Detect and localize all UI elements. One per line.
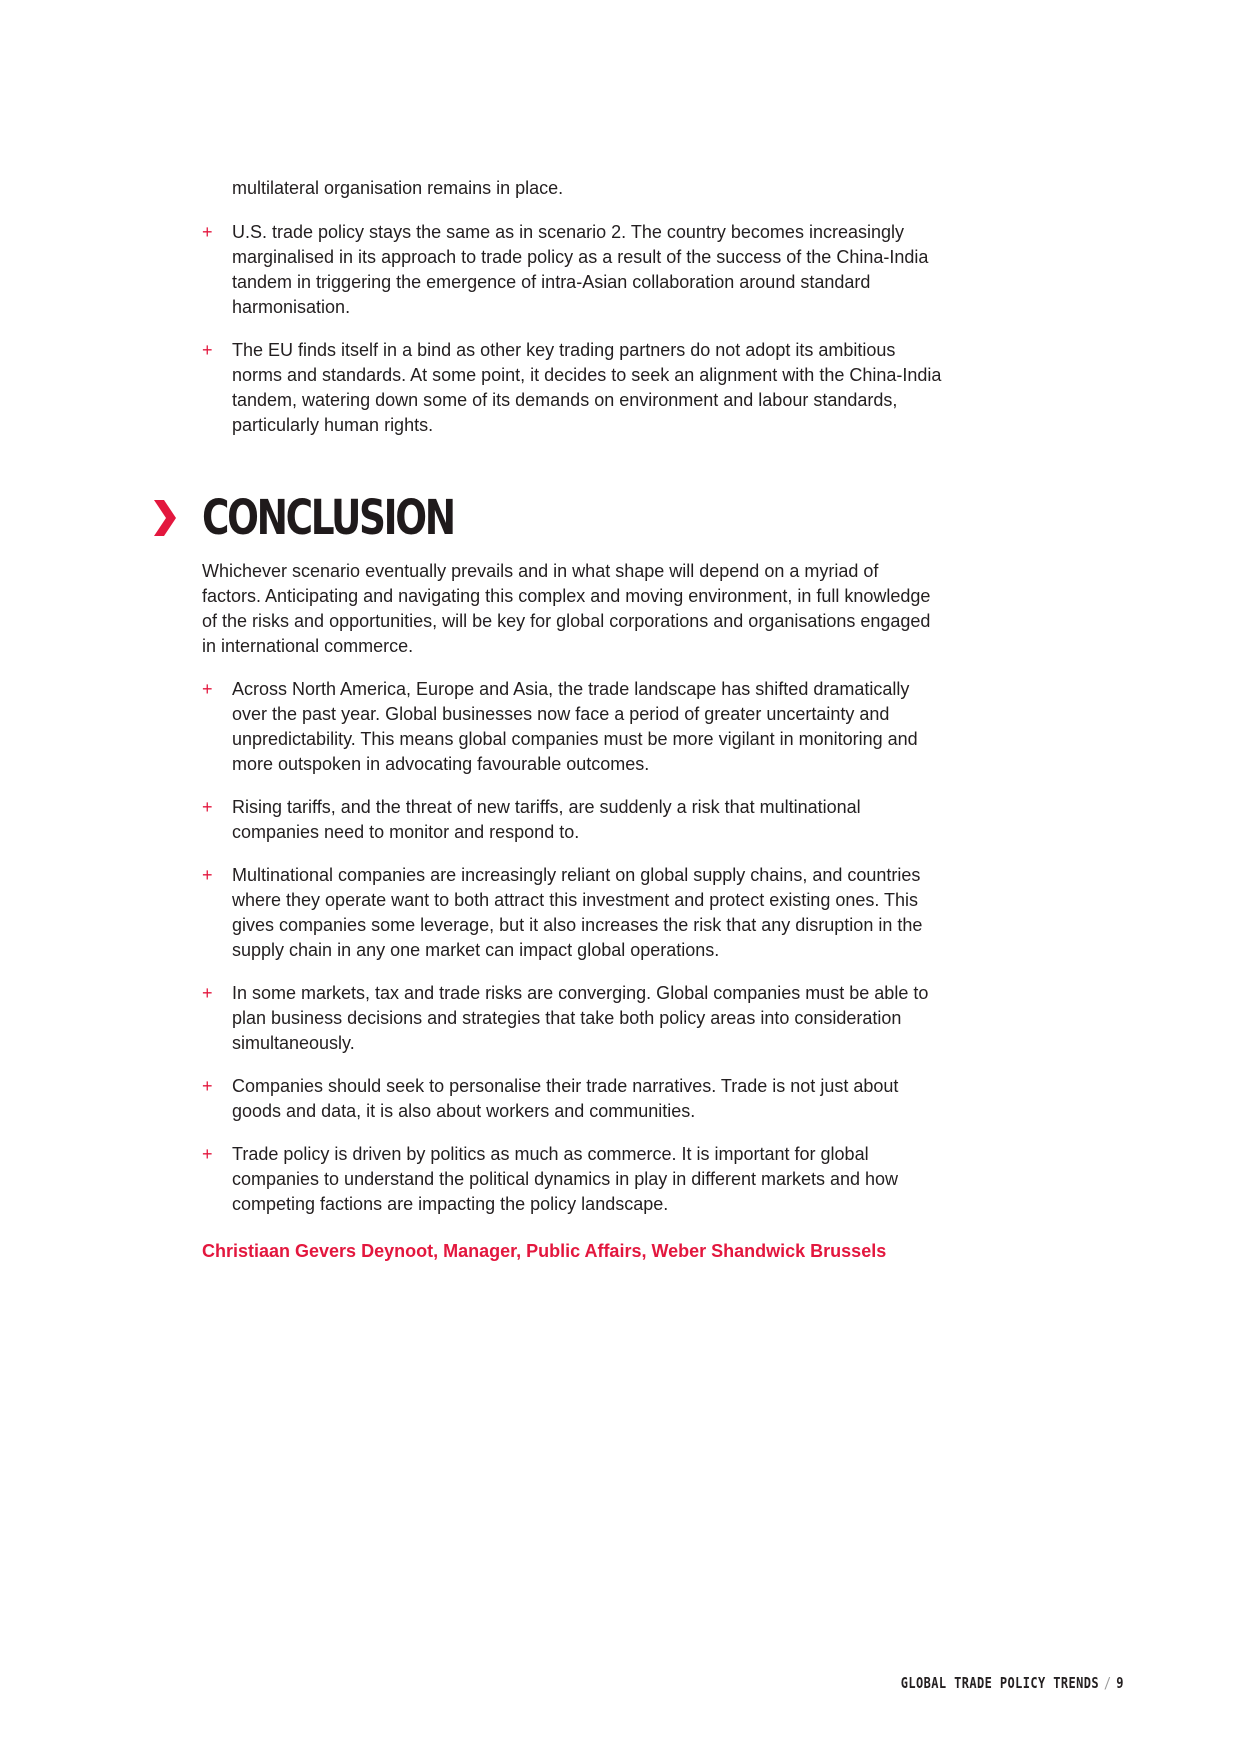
scenario-bullet-list bbox=[202, 220, 942, 438]
author-attribution: Christiaan Gevers Deynoot, Manager, Public Affairs, Weber Shandwick Brussels bbox=[202, 1241, 887, 1261]
page-content bbox=[202, 176, 942, 1264]
plus-icon: + bbox=[202, 983, 213, 1003]
plus-icon: + bbox=[202, 1144, 213, 1164]
list-item-text: In some markets, tax and trade risks are converging. Global companies must be able to plan business decisions and strategies that take both policy areas into consideration simultaneously. bbox=[232, 983, 929, 1053]
plus-icon: + bbox=[202, 797, 213, 817]
page-number: 9 bbox=[1116, 1674, 1124, 1692]
chevron-right-icon bbox=[152, 498, 178, 538]
page-footer bbox=[901, 1674, 1124, 1692]
list-item-text: Across North America, Europe and Asia, the trade landscape has shifted dramatically over the past year. Global businesses now face a period of greater uncertainty and unpredictability. This means global companies must be more vigilant in monitoring and more outspoken in advocating favourable outcomes. bbox=[232, 679, 918, 774]
plus-icon: + bbox=[202, 865, 213, 885]
plus-icon: + bbox=[202, 340, 213, 360]
list-item bbox=[202, 338, 942, 438]
plus-icon: + bbox=[202, 222, 213, 242]
list-item-text: Rising tariffs, and the threat of new tariffs, are suddenly a risk that multinational companies need to monitor and respond to. bbox=[232, 797, 861, 842]
footer-separator: / bbox=[1103, 1674, 1112, 1692]
conclusion-intro: Whichever scenario eventually prevails and in what shape will depend on a myriad of factors. Anticipating and navigating this complex and moving environment, in full knowledge of the risks and opportunities, will be key for global corporations and organisations engaged in international commerce. bbox=[202, 561, 931, 656]
list-item bbox=[202, 1142, 942, 1217]
list-item-text: Multinational companies are increasingly reliant on global supply chains, and countries where they operate want to both attract this investment and protect existing ones. This gives companies some leverage, but it also increases the risk that any disruption in the supply chain in any one market can impact global operations. bbox=[232, 865, 923, 960]
conclusion-heading-row bbox=[202, 492, 942, 544]
continuation-text: multilateral organisation remains in place. bbox=[232, 178, 564, 198]
list-item-text: Companies should seek to personalise their trade narratives. Trade is not just about goods and data, it is also about workers and communities. bbox=[232, 1076, 899, 1121]
list-item bbox=[202, 677, 942, 777]
conclusion-bullet-list bbox=[202, 677, 942, 1217]
list-item-text: The EU finds itself in a bind as other key trading partners do not adopt its ambitious norms and standards. At some point, it decides to seek an alignment with the China-India tandem, watering down some of its demands on environment and labour standards, particularly human rights. bbox=[232, 340, 942, 435]
list-item bbox=[202, 1074, 942, 1124]
publication-title: GLOBAL TRADE POLICY TRENDS bbox=[900, 1674, 1100, 1692]
list-item bbox=[202, 220, 942, 320]
plus-icon: + bbox=[202, 1076, 213, 1096]
list-item bbox=[202, 981, 942, 1056]
section-heading: CONCLUSION bbox=[202, 490, 454, 546]
list-item-text: U.S. trade policy stays the same as in scenario 2. The country becomes increasingly marginalised in its approach to trade policy as a result of the success of the China-India tandem in triggering the emergence of intra-Asian collaboration around standard harmonisation. bbox=[232, 222, 929, 317]
list-item bbox=[202, 795, 942, 845]
list-item bbox=[202, 863, 942, 963]
plus-icon: + bbox=[202, 679, 213, 699]
list-item-text: Trade policy is driven by politics as much as commerce. It is important for global companies to understand the political dynamics in play in different markets and how competing factions are impacting the policy landscape. bbox=[232, 1144, 899, 1214]
